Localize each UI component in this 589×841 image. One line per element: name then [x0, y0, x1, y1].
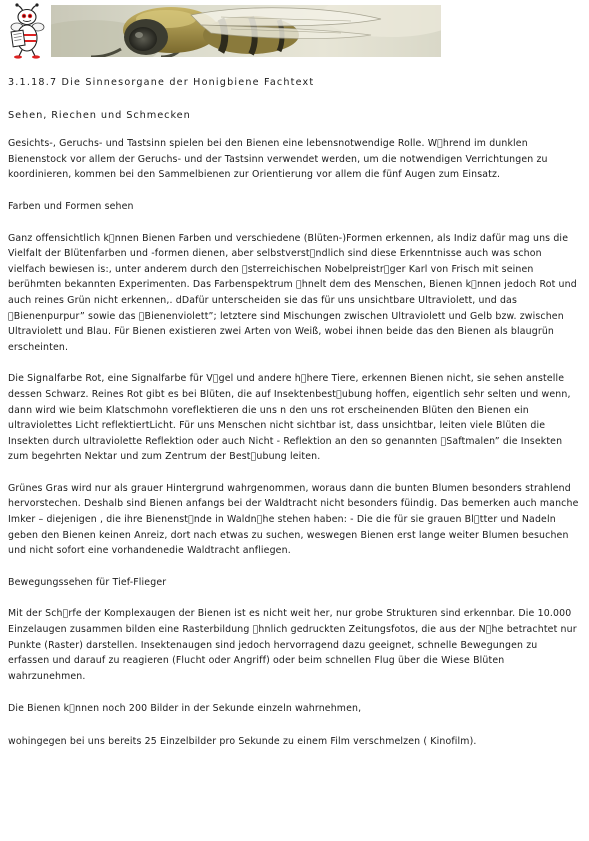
section-heading-colors-shapes: Farben und Formen sehen: [8, 200, 134, 212]
section-heading-motion: Bewegungssehen für Tief-Flieger: [8, 576, 167, 588]
paragraph-motion-2: Die Bienen k nnen noch 200 Bilder in der Sekunde einzeln wahrnehmen,: [8, 703, 362, 715]
bee-mascot-reading-icon: [8, 3, 50, 59]
document-title: 3.1.18.7 Die Sinnesorgane der Honigbiene Fachtext: [8, 77, 315, 88]
paragraph-motion-3: wohingegen bei uns bereits 25 Einzelbilder pro Sekunde zu einem Film verschmelzen ( Kinofilm).: [8, 736, 477, 747]
header: [8, 3, 448, 59]
paragraph-motion-1: Mit der Sch rfe der Komplexaugen der Bienen ist es nicht weit her, nur grobe Strukturen sind erkennbar. Die 10.000 Einzelaugen zusammen bilden eine Rasterbildung  hnlich gedruckten Zeitungsfotos, die aus der N he betrachtet nur Punkte (Raster) darstellen. Insektenaugen sind jedoch hervorragend dazu geeignet, schnelle Bewegungen zu erfassen und darauf zu reagieren (Flucht oder Angriff) oder beim schnellen Flug über die Wiese Blüten wahrzunehmen.: [8, 608, 577, 682]
paragraph-colors-1: Ganz offensichtlich k nnen Bienen Farben und verschiedene (Blüten-)Formen erkennen, als Indiz dafür mag uns die Vielfalt der Blütenfarben und -formen dienen, aber selbstverst ndlich sind diese Erkenntnisse auch was schon vielfach bewiesen is:, unter anderem durch den  sterreichischen Nobelpreistr ger Karl von Frisch mit seinen berühmten bekannten Experimenten. Das Farbenspektrum  hnelt dem des Menschen, Bienen k nnen jedoch Rot und auch reines Grün nicht erkennen,. dDafür unterscheiden sie das für uns unsichtbare Ultraviolett, und das  Bienenpurpur” sowie das  Bienenviolett”; letztere sind Mischungen zwischen Ultraviolett und Gelb bzw. zwischen Ultraviolett und Blau. Für Bienen existieren zwei Arten von Weiß, wobei ihnen beide das den Bienen als blaugrün erscheinten.: [8, 232, 577, 353]
paragraph-colors-3: Grünes Gras wird nur als grauer Hintergrund wahrgenommen, woraus dann die bunten Blumen besonders strahlend hervorstechen. Deshalb sind Bienen anfangs bei der Waldtracht nicht besonders füindig. Das bemerken auch manche Imker – diejenigen , die ihre Bienenst nde in Waldn he stehen haben: - Die die für sie grauen Bl tter und Nadeln geben den Bienen keinen Anreiz, dort nach etwas zu suchen, weswegen Bienen erst lange weiter Blumen besuchen und nicht sofort eine vorhandenedie Waldtracht anfliegen.: [8, 482, 579, 557]
main-heading: Sehen, Riechen und Schmecken: [8, 109, 191, 121]
article-body: [8, 75, 581, 766]
paragraph-colors-2: Die Signalfarbe Rot, eine Signalfarbe für V gel und andere h here Tiere, erkennen Bienen nicht, sie sehen anstelle dessen Schwarz. Reines Rot gibt es bei Blüten, die auf Insektenbest ubung hoffen, eigentlich sehr selten und wenn, dann wird wie beim Klatschmohn voreflektieren die uns n den uns rot erscheinenden Blüten den Bienen ein ultraviolettes Licht reflektiertLicht. Für uns Menschen nicht sichtbar ist, dass unsichtbar, leiten viele Blüten die Insekten durch ultraviolette Reflektion oder auch Nicht - Reflektion an den so genannten  Saftmalen” die Insekten zum begehrten Nektar und zum Zentrum der Best ubung leiten.: [8, 373, 571, 463]
intro-paragraph: Gesichts-, Geruchs- und Tastsinn spielen bei den Bienen eine lebensnotwendige Rolle. W hrend im dunklen Bienenstock vor allem der Geruchs- und der Tastsinn verwendet werden, um die notwendigen Verrichtungen zu koordinieren, kommen bei den Sammelbienen zur Orientierung vor allem die fünf Augen zum Einsatz.: [8, 138, 548, 181]
honeybee-closeup-banner: [51, 5, 441, 57]
